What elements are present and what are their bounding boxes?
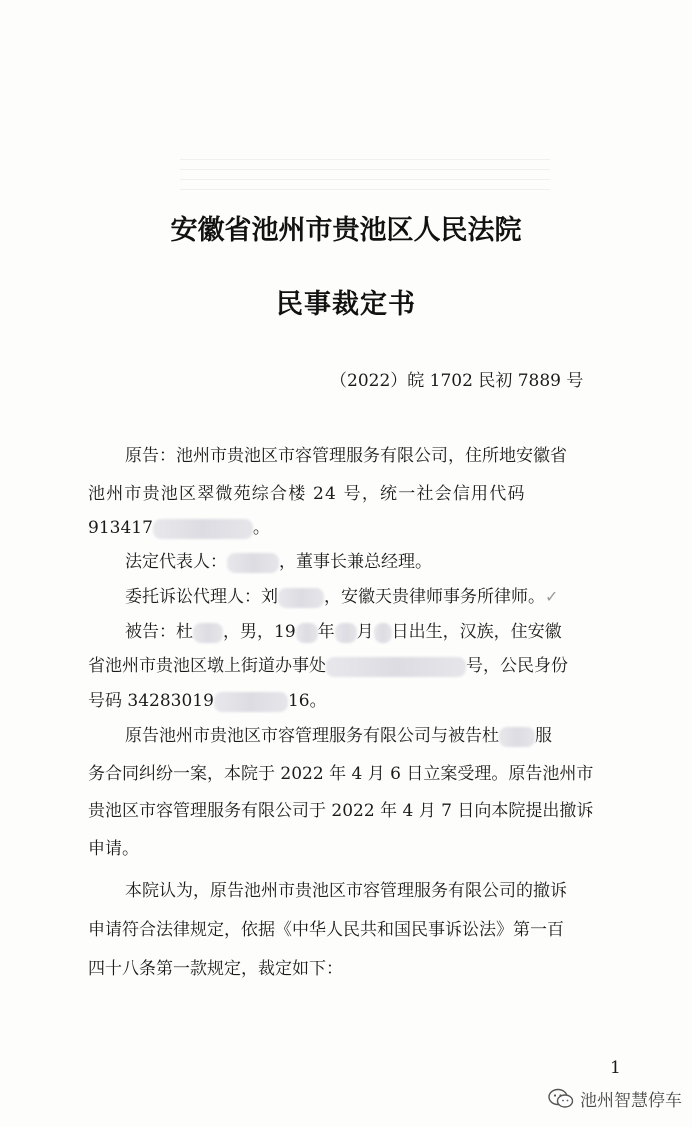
redacted-birth-year — [296, 623, 318, 643]
paragraph-1-line-3: 贵池区市容管理服务有限公司于 2022 年 4 月 7 日向本院提出撤诉 — [88, 801, 594, 821]
defendant-month-char: 月 — [356, 622, 374, 642]
legal-representative-line — [125, 547, 432, 573]
court-name: 安徽省池州市贵池区人民法院 — [170, 215, 522, 246]
defendant-address-suffix: 号，公民身份 — [466, 656, 568, 676]
paragraph-1-line-1-end: 服 — [535, 726, 552, 746]
defendant-line-2 — [88, 651, 568, 677]
paragraph-1-line-2: 务合同纠纷一案，本院于 2022 年 4 月 6 日立案受理。原告池州市 — [88, 764, 594, 784]
paragraph-1-line-4: 申请。 — [88, 839, 139, 859]
redacted-address — [326, 657, 466, 677]
paragraph-1-line-1-text: 原告池州市贵池区市容管理服务有限公司与被告杜 — [125, 726, 499, 746]
redacted-birth-month — [335, 623, 357, 643]
redacted-defendant-name — [193, 623, 223, 643]
paragraph-2-line-2: 申请符合法律规定，依据《中华人民共和国民事诉讼法》第一百 — [88, 920, 564, 940]
defendant-label: 被告：杜 — [125, 622, 193, 642]
watermark-text: 池州智慧停车 — [580, 1091, 682, 1111]
agent-line — [125, 582, 558, 608]
plaintiff-line-1: 原告：池州市贵池区市容管理服务有限公司，住所地安徽省 — [125, 446, 567, 466]
redacted-agent-name — [278, 588, 324, 608]
paragraph-2-line-1: 本院认为，原告池州市贵池区市容管理服务有限公司的撤诉 — [125, 881, 567, 901]
page-number: 1 — [610, 1058, 621, 1078]
wechat-icon — [548, 1088, 574, 1110]
defendant-gender-year: ，男，19 — [223, 622, 296, 642]
redacted-defendant-name-2 — [499, 727, 535, 747]
paragraph-2-line-3: 四十八条第一款规定，裁定如下： — [88, 959, 343, 979]
redacted-credit-code — [153, 519, 253, 539]
agent-label: 委托诉讼代理人：刘 — [125, 587, 278, 607]
redacted-legal-rep-name — [227, 553, 279, 573]
plaintiff-line-3 — [88, 513, 270, 539]
id-number-suffix: 16。 — [287, 691, 327, 711]
defendant-line-1 — [125, 617, 562, 643]
credit-code-suffix: 。 — [252, 518, 270, 538]
defendant-line-3 — [88, 686, 327, 712]
wechat-watermark — [548, 1086, 682, 1111]
legal-rep-label: 法定代表人： — [125, 552, 227, 572]
defendant-address-prefix: 省池州市贵池区墩上街道办事处 — [88, 656, 326, 676]
defendant-birth-ethnicity: 日出生，汉族，住安徽 — [391, 622, 562, 642]
document-title: 民事裁定书 — [276, 289, 416, 320]
faint-backside-text — [180, 150, 550, 190]
case-number: （2022）皖 1702 民初 7889 号 — [330, 371, 584, 391]
credit-code-prefix: 913417 — [88, 518, 153, 538]
paragraph-1-line-1 — [125, 721, 552, 747]
id-number-prefix: 号码 34283019 — [88, 691, 214, 711]
plaintiff-line-2: 池州市贵池区翠微苑综合楼 24 号，统一社会信用代码 — [88, 484, 526, 504]
redacted-id-number — [214, 692, 288, 712]
defendant-year-char: 年 — [317, 622, 335, 642]
agent-firm: ，安徽天贵律师事务所律师。 — [324, 587, 545, 607]
redacted-birth-day — [374, 623, 392, 643]
check-mark-icon: ✓ — [545, 587, 559, 606]
legal-rep-title: ，董事长兼总经理。 — [279, 552, 432, 572]
